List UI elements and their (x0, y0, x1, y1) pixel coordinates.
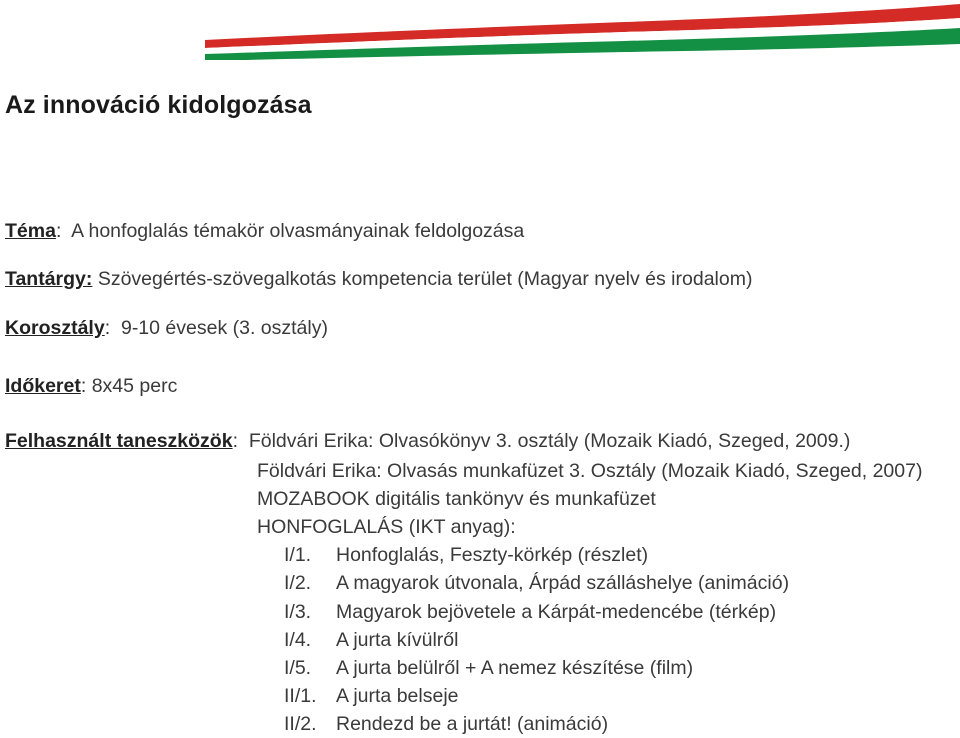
field-value: 9-10 évesek (3. osztály) (120, 317, 328, 339)
page-title: Az innováció kidolgozása (5, 91, 312, 119)
tool-item: Földvári Erika: Olvasás munkafüzet 3. Osztály (Mozaik Kiadó, Szeged, 2007) (257, 460, 923, 482)
field-separator: : (104, 317, 111, 339)
field-label: Tantárgy: (5, 268, 93, 290)
field-separator: : (232, 430, 238, 452)
field-label: Téma (5, 220, 56, 242)
field-separator: : (55, 220, 62, 242)
list-item-text: Magyarok bejövetele a Kárpát-medencébe (térkép) (336, 601, 777, 623)
list-item-text: A jurta belülről + A nemez készítése (film) (336, 657, 694, 679)
list-item (284, 712, 608, 736)
field-value: Szövegértés-szövegalkotás kompetencia terület (Magyar nyelv és irodalom) (97, 268, 753, 290)
list-item-number: II/2. (284, 713, 317, 735)
list-item-text: A jurta kívülről (336, 629, 459, 651)
tool-item: HONFOGLALÁS (IKT anyag): (257, 516, 516, 538)
field-taneszkozok (5, 429, 850, 453)
list-item-number: II/1. (284, 685, 317, 707)
field-label: Korosztály (5, 317, 105, 339)
list-item-number: I/5. (284, 657, 312, 679)
list-item (284, 656, 693, 680)
tool-item: Földvári Erika: Olvasókönyv 3. osztály (Mozaik Kiadó, Szeged, 2009.) (248, 430, 851, 452)
list-item-number: I/2. (284, 572, 312, 594)
list-item (284, 600, 776, 624)
list-item (284, 543, 648, 567)
list-item (284, 628, 458, 652)
field-separator: : (80, 375, 87, 397)
field-tantargy (5, 267, 752, 291)
field-idokeret (5, 374, 177, 398)
list-item-text: A magyarok útvonala, Árpád szálláshelye (animáció) (336, 572, 790, 594)
list-item-text: A jurta belseje (336, 685, 459, 707)
field-value: A honfoglalás témakör olvasmányainak feldolgozása (71, 220, 525, 242)
list-item-number: I/3. (284, 601, 312, 623)
list-item-text: Rendezd be a jurtát! (animáció) (336, 713, 609, 735)
list-item-text: Honfoglalás, Feszty-körkép (részlet) (336, 544, 649, 566)
field-value: 8x45 perc (91, 375, 178, 397)
list-item-number: I/4. (284, 629, 312, 651)
list-item (284, 571, 789, 595)
tool-item: MOZABOOK digitális tankönyv és munkafüzet (257, 488, 656, 510)
field-label: Felhasznált taneszközök (5, 430, 233, 452)
field-korosztaly (5, 316, 328, 340)
list-item (284, 684, 459, 708)
field-label: Időkeret (5, 375, 81, 397)
list-item-number: I/1. (284, 544, 312, 566)
flag-ribbon-decoration (205, 0, 960, 60)
field-tema (5, 219, 524, 243)
